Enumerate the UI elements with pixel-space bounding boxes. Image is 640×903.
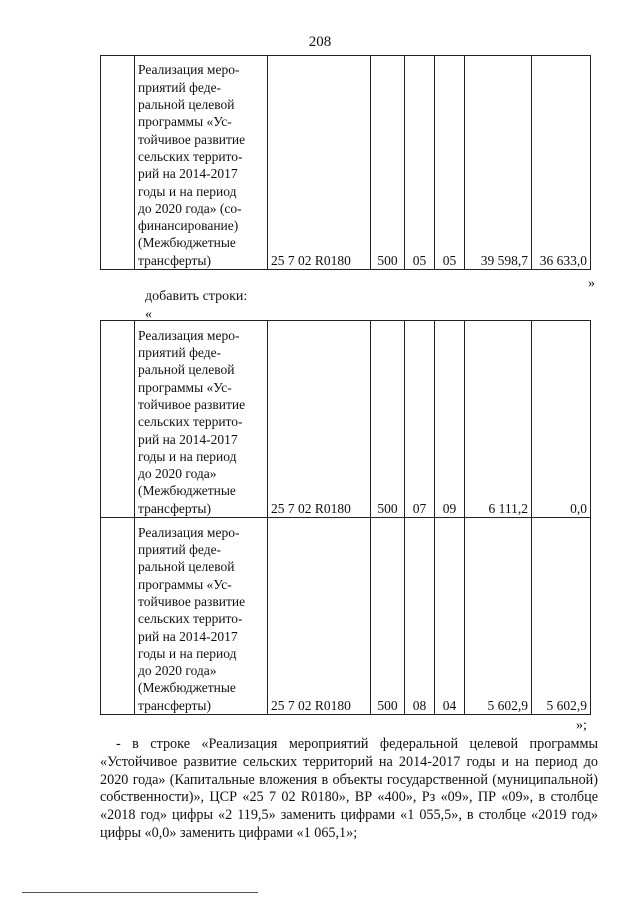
table-row <box>101 321 591 518</box>
row-description: Реализация меро- приятий феде- ральной целевой программы «Ус- тойчивое развитие сельских террито- рий на 2014-2017 годы и на период до 2020 года» (со- финансирование) (Межбюджетные трансферты) <box>138 62 246 268</box>
table-cell-sum-2019: 5 602,9 <box>532 518 591 715</box>
closing-quote: » <box>588 276 595 291</box>
table-cell-description <box>135 518 268 715</box>
table-cell-vr: 500 <box>371 321 405 518</box>
table-cell-pr: 09 <box>435 321 465 518</box>
table-cell-empty <box>101 56 135 270</box>
table-cell-empty <box>101 321 135 518</box>
table-cell-empty <box>101 518 135 715</box>
opening-quote: « <box>145 307 152 322</box>
page-number: 208 <box>308 34 332 50</box>
table-cell-tsr: 25 7 02 R0180 <box>268 518 371 715</box>
table-cell-sum-2018: 39 598,7 <box>465 56 532 270</box>
amendment-paragraph: - в строке «Реализация мероприятий федеральной целевой программы «Устойчивое развитие сельских территорий на 2014-2017 годы и на период до 2020 года» (Капитальные вложения в объекты государственной (муниципальной) собственности)», ЦСР «25 7 02 R0180», ВР «400», Рз «09», ПР «09», в столбце «2018 год» цифры «2 119,5» заменить цифрами «1 055,5», в столбце «2019 год» цифры «0,0» заменить цифрами «1 065,1»; <box>100 736 598 841</box>
table-cell-vr: 500 <box>371 518 405 715</box>
table-row <box>101 56 591 270</box>
budget-table-existing-row <box>100 55 591 270</box>
footer-divider <box>22 892 258 893</box>
add-rows-instruction: добавить строки: <box>145 289 248 304</box>
row-description: Реализация меро- приятий феде- ральной целевой программы «Ус- тойчивое развитие сельских террито- рий на 2014-2017 годы и на период до 2020 года» (Межбюджетные трансферты) <box>138 327 246 516</box>
table-cell-sum-2019: 0,0 <box>532 321 591 518</box>
row-description: Реализация меро- приятий феде- ральной целевой программы «Ус- тойчивое развитие сельских террито- рий на 2014-2017 годы и на период до 2020 года» (Межбюджетные трансферты) <box>138 524 246 713</box>
table-cell-description <box>135 56 268 270</box>
table-row <box>101 518 591 715</box>
table-cell-tsr: 25 7 02 R0180 <box>268 56 371 270</box>
table-cell-sum-2018: 5 602,9 <box>465 518 532 715</box>
table-cell-sum-2018: 6 111,2 <box>465 321 532 518</box>
table-cell-pr: 04 <box>435 518 465 715</box>
table-cell-rz: 07 <box>405 321 435 518</box>
table-cell-vr: 500 <box>371 56 405 270</box>
table-cell-sum-2019: 36 633,0 <box>532 56 591 270</box>
table-cell-description <box>135 321 268 518</box>
table-cell-pr: 05 <box>435 56 465 270</box>
table-cell-rz: 08 <box>405 518 435 715</box>
table-cell-rz: 05 <box>405 56 435 270</box>
table-cell-tsr: 25 7 02 R0180 <box>268 321 371 518</box>
closing-quote-semicolon: »; <box>576 718 587 733</box>
budget-table-added-rows <box>100 320 591 715</box>
